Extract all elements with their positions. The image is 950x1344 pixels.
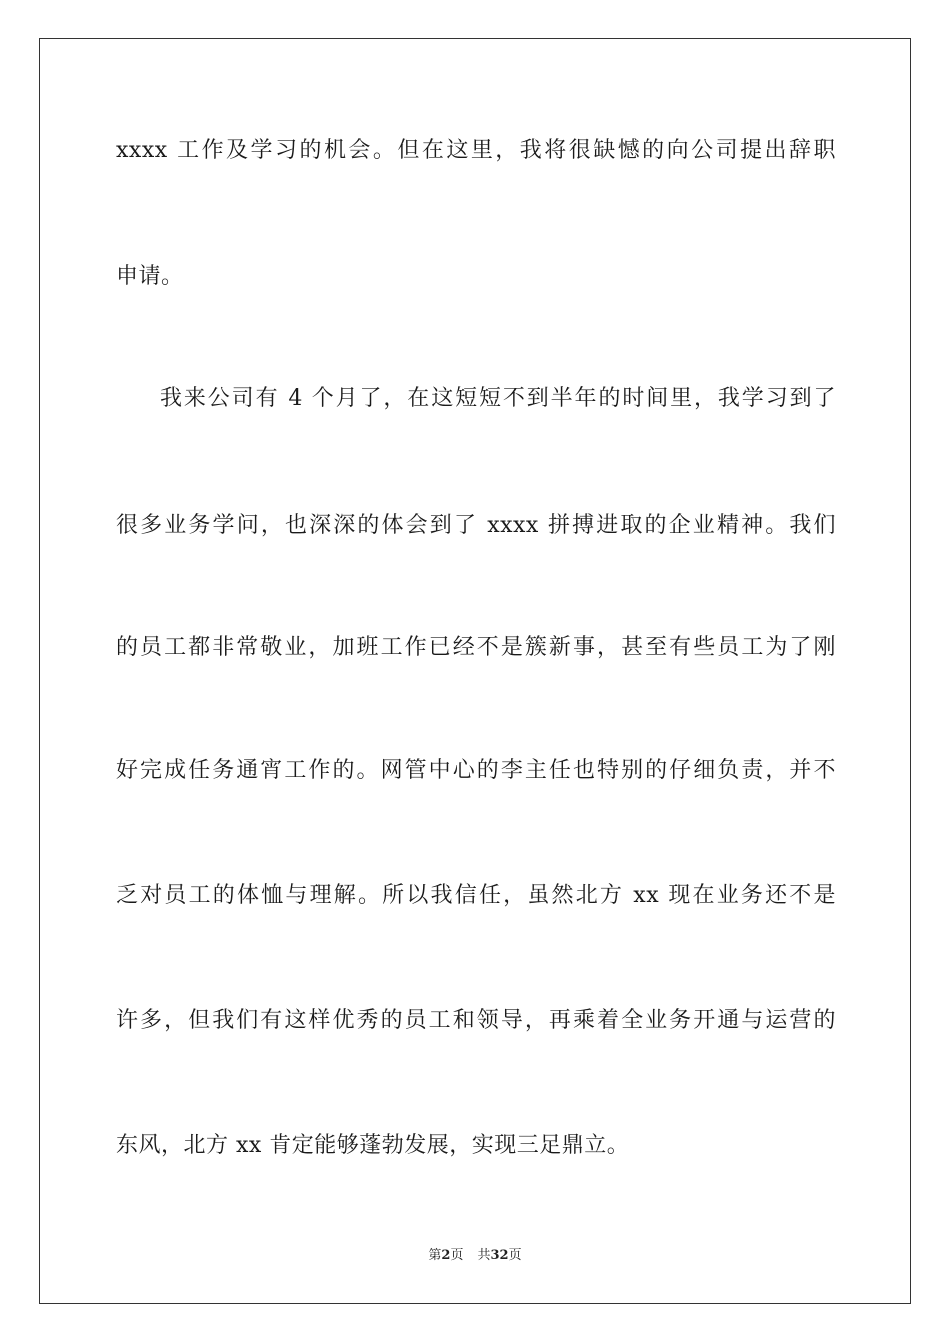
paragraph-line: 的员工都非常敬业，加班工作已经不是簇新事，甚至有些员工为了刚 [116,635,836,660]
page-border [39,38,911,1304]
paragraph-line: 好完成任务通宵工作的。网管中心的李主任也特别的仔细负责，并不 [116,758,836,783]
page-number: 2 [441,1248,451,1263]
paragraph-line: 乏对员工的体恤与理解。所以我信任，虽然北方 xx 现在业务还不是 [116,883,836,908]
paragraph-line: 许多，但我们有这样优秀的员工和领导，再乘着全业务开通与运营的 [116,1008,836,1033]
total-suffix: 页 [508,1248,522,1263]
paragraph-line: 很多业务学问，也深深的体会到了 xxxx 拼搏进取的企业精神。我们 [116,513,836,538]
paragraph-line: 我来公司有 4 个月了，在这短短不到半年的时间里，我学习到了 [160,386,836,411]
paragraph-line: xxxx 工作及学习的机会。但在这里，我将很缺憾的向公司提出辞职 [116,138,836,163]
page-suffix: 页 [450,1248,464,1263]
page-footer [0,1247,950,1265]
page-prefix: 第 [428,1248,442,1263]
total-pages: 32 [490,1248,509,1263]
paragraph-line: 申请。 [116,264,184,289]
paragraph-line: 东风，北方 xx 肯定能够蓬勃发展，实现三足鼎立。 [116,1133,630,1158]
total-prefix: 共 [477,1248,491,1263]
